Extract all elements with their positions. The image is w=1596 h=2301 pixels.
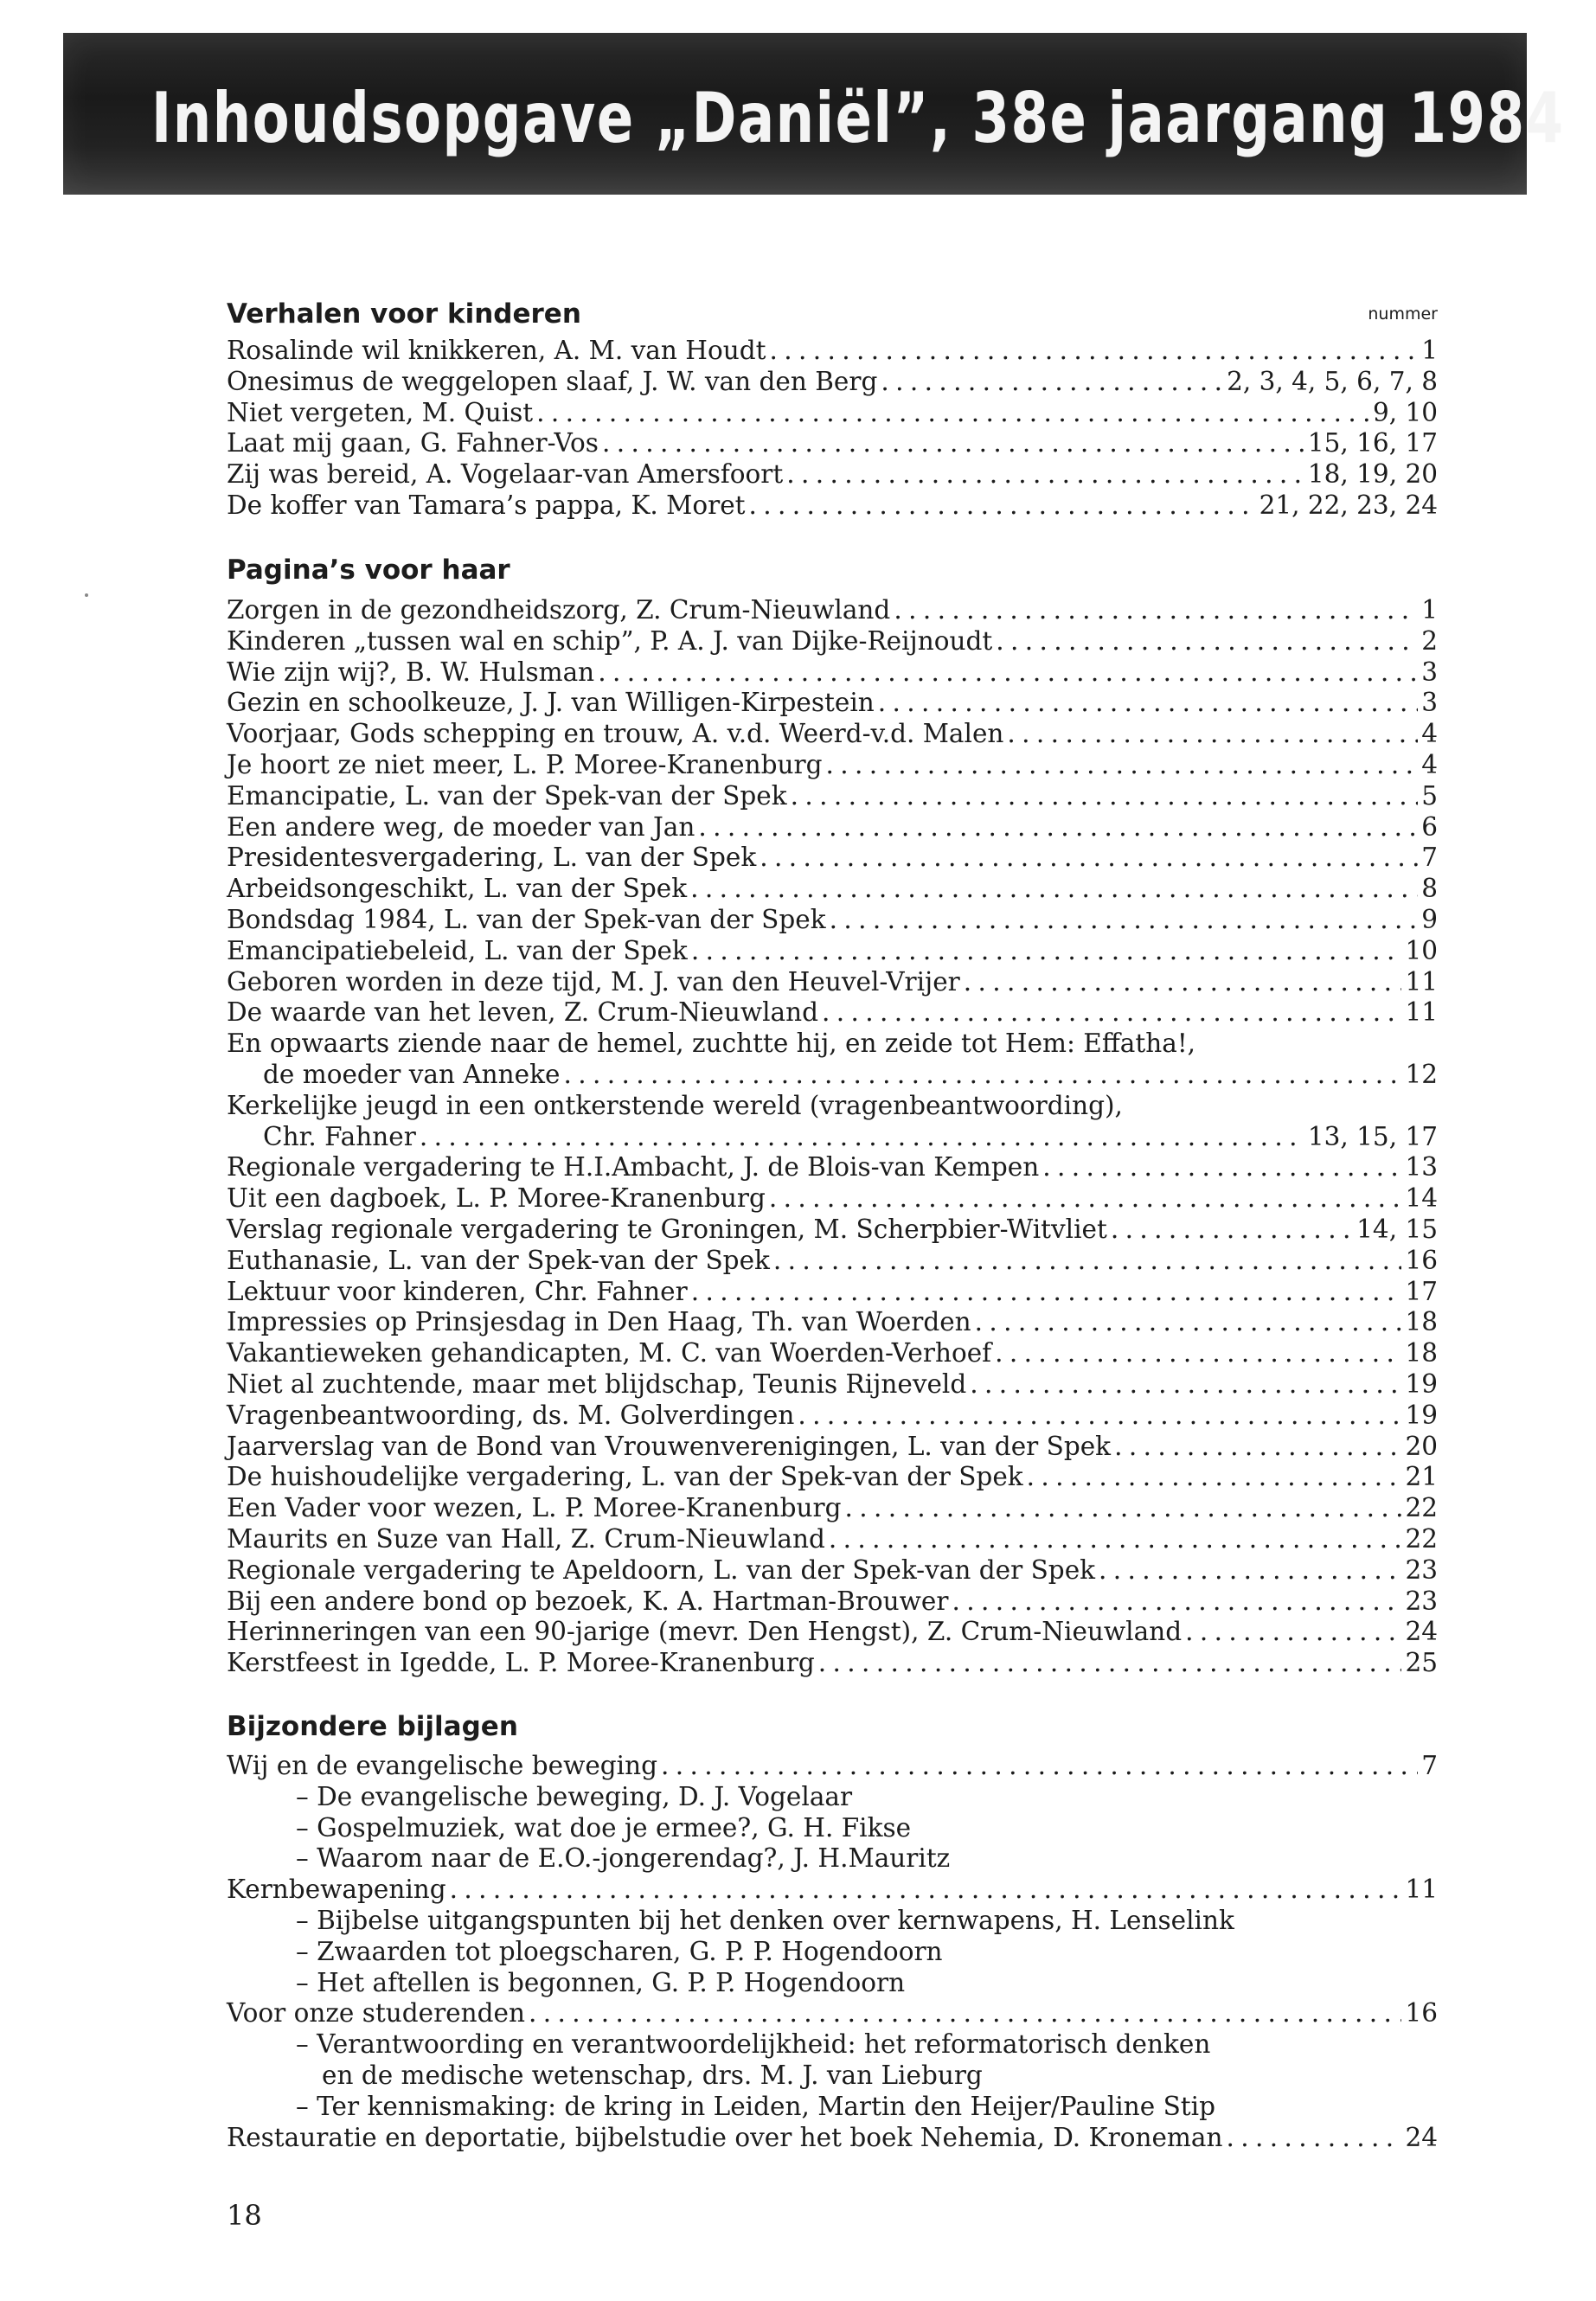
toc-entry-title: Gezin en schoolkeuze, J. J. van Willigen-Kirpestein — [227, 688, 875, 718]
toc-entry-title: Wie zijn wij?, B. W. Hulsman — [227, 657, 595, 687]
dot-leader — [995, 1338, 1401, 1369]
toc-entry — [227, 2092, 1438, 2123]
toc-entry-title: Je hoort ze niet meer, L. P. Moree-Kranenburg — [227, 749, 823, 779]
dot-leader — [791, 781, 1419, 812]
dot-leader — [661, 1751, 1418, 1782]
toc-entry-title: – Zwaarden tot ploegscharen, G. P. P. Hogendoorn — [296, 1936, 943, 1966]
toc-entry-title: Regionale vergadering te H.I.Ambacht, J. de Blois-van Kempen — [227, 1152, 1040, 1183]
toc-entry-issue-number: 22 — [1405, 1523, 1438, 1554]
toc-entry — [227, 2061, 1438, 2092]
dot-leader — [450, 1875, 1402, 1906]
toc-entry — [227, 1617, 1438, 1648]
dot-leader — [1007, 719, 1418, 750]
toc-entry-issue-number: 19 — [1405, 1368, 1438, 1399]
dot-leader — [536, 398, 1369, 429]
section-heading-bijlagen: Bijzondere bijlagen — [227, 1711, 518, 1742]
toc-entry — [227, 459, 1438, 490]
toc-entry-title: – Bijbelse uitgangspunten bij het denken over kernwapens, H. Lenselink — [296, 1905, 1234, 1935]
toc-entry-issue-number: 24 — [1405, 1617, 1438, 1647]
toc-entry — [227, 657, 1438, 689]
toc-entry — [227, 1060, 1438, 1091]
toc-entry — [227, 1813, 1438, 1844]
toc-entry-issue-number: 2 — [1421, 625, 1438, 656]
toc-entry-issue-number: 3 — [1421, 657, 1438, 687]
dot-leader — [749, 490, 1256, 522]
toc-entry-issue-number: 7 — [1421, 1751, 1438, 1780]
toc-entry-title: Emancipatie, L. van der Spek-van der Spek — [227, 780, 787, 811]
toc-entry — [227, 1432, 1438, 1463]
toc-entry-title: Wij en de evangelische beweging — [227, 1751, 657, 1780]
toc-entry-title: Presidentesvergadering, L. van der Spek — [227, 843, 757, 873]
toc-entry-title: en de medische wetenschap, drs. M. J. van Lieburg — [322, 2060, 983, 2090]
toc-entry — [227, 1246, 1438, 1277]
toc-entry — [227, 781, 1438, 812]
dot-leader — [598, 657, 1418, 689]
toc-entry-title: Bondsdag 1984, L. van der Spek-van der Spek — [227, 904, 826, 934]
toc-entry-title: Kernbewapening — [227, 1875, 446, 1905]
toc-entry-title: Impressies op Prinsjesdag in Den Haag, Th. van Woerden — [227, 1307, 971, 1337]
dot-leader — [529, 1998, 1401, 2029]
dot-leader — [690, 874, 1418, 905]
toc-entry-issue-number: 18 — [1405, 1338, 1438, 1368]
toc-entry-title: – Waarom naar de E.O.-jongerendag?, J. H.Mauritz — [296, 1843, 951, 1874]
toc-entry — [227, 905, 1438, 936]
toc-entry — [227, 1751, 1438, 1782]
toc-entry-issue-number: 25 — [1405, 1648, 1438, 1678]
dot-leader — [975, 1307, 1402, 1338]
toc-entry-title: Zorgen in de gezondheidszorg, Z. Crum-Nieuwland — [227, 595, 891, 625]
dot-leader — [1099, 1555, 1401, 1586]
toc-entry-issue-number: 1 — [1421, 595, 1438, 625]
toc-entry-title: Rosalinde wil knikkeren, A. M. van Houdt — [227, 336, 766, 365]
toc-entry-title: Restauratie en deportatie, bijbelstudie over het boek Nehemia, D. Kroneman — [227, 2122, 1223, 2152]
toc-entry — [227, 1648, 1438, 1679]
toc-entry — [227, 336, 1438, 367]
toc-entry — [227, 626, 1438, 657]
toc-entry-issue-number: 22 — [1405, 1493, 1438, 1523]
toc-entry — [227, 1369, 1438, 1400]
dot-leader — [698, 812, 1418, 843]
toc-entry-title: Chr. Fahner — [263, 1121, 416, 1151]
toc-entry-issue-number: 7 — [1421, 843, 1438, 873]
toc-entry — [227, 1462, 1438, 1493]
toc-entry-title: Euthanasie, L. van der Spek-van der Spek — [227, 1245, 770, 1275]
toc-entry-issue-number: 6 — [1421, 811, 1438, 842]
dot-leader — [878, 688, 1418, 719]
toc-entry-title: Een andere weg, de moeder van Jan — [227, 811, 695, 842]
toc-entry — [227, 1555, 1438, 1586]
toc-entry-title: Maurits en Suze van Hall, Z. Crum-Nieuwland — [227, 1523, 825, 1554]
toc-entry — [227, 936, 1438, 967]
dot-leader — [952, 1586, 1401, 1618]
toc-entry-issue-number: 12 — [1405, 1059, 1438, 1089]
toc-entry-issue-number: 18, 19, 20 — [1307, 459, 1438, 490]
dot-leader — [770, 336, 1419, 367]
toc-entry-title: – Gospelmuziek, wat doe je ermee?, G. H. Fikse — [296, 1812, 912, 1843]
toc-entry — [227, 1338, 1438, 1369]
dot-leader — [760, 843, 1418, 874]
dot-leader — [691, 936, 1402, 967]
dot-leader — [798, 1400, 1401, 1432]
toc-entry-issue-number: 23 — [1405, 1554, 1438, 1585]
toc-entry-title: De huishoudelijke vergadering, L. van der Spek-van der Spek — [227, 1462, 1023, 1492]
page-number: 18 — [227, 2199, 262, 2232]
toc-entry-issue-number: 10 — [1405, 935, 1438, 965]
toc-entry-title: Onesimus de weggelopen slaaf, J. W. van den Berg — [227, 366, 878, 396]
toc-entry — [227, 1029, 1438, 1060]
dot-leader — [1114, 1432, 1401, 1463]
column-label-nummer: nummer — [1368, 304, 1438, 324]
toc-entry-title: Laat mij gaan, G. Fahner-Vos — [227, 428, 599, 458]
toc-entry — [227, 1906, 1438, 1937]
toc-entry-issue-number: 5 — [1421, 780, 1438, 811]
toc-entry-title: Emancipatiebeleid, L. van der Spek — [227, 935, 688, 965]
toc-entry — [227, 1968, 1438, 1999]
paper-speck — [85, 593, 88, 597]
dot-leader — [1226, 2123, 1401, 2154]
toc-entry — [227, 1493, 1438, 1524]
toc-entry-issue-number: 11 — [1405, 1875, 1438, 1905]
dot-leader — [1185, 1617, 1401, 1648]
toc-entry-issue-number: 2, 3, 4, 5, 6, 7, 8 — [1227, 366, 1438, 396]
toc-entry — [227, 1937, 1438, 1968]
toc-entry-title: Niet vergeten, M. Quist — [227, 397, 534, 427]
toc-entry-issue-number: 19 — [1405, 1400, 1438, 1430]
toc-entry-issue-number: 14, 15 — [1356, 1214, 1438, 1244]
toc-entry — [227, 1307, 1438, 1338]
toc-entry-title: Zij was bereid, A. Vogelaar-van Amersfoort — [227, 459, 784, 490]
toc-entry-title: – De evangelische beweging, D. J. Vogelaar — [296, 1781, 853, 1811]
dot-leader — [881, 367, 1223, 398]
toc-entry-issue-number: 11 — [1405, 997, 1438, 1028]
dot-leader — [822, 997, 1401, 1029]
toc-entry-title: Voorjaar, Gods schepping en trouw, A. v.d. Weerd-v.d. Malen — [227, 719, 1004, 749]
toc-entry-issue-number: 3 — [1421, 688, 1438, 718]
toc-entry — [227, 398, 1438, 429]
toc-entry-issue-number: 11 — [1405, 966, 1438, 997]
toc-entry-title: Geboren worden in deze tijd, M. J. van den Heuvel-Vrijer — [227, 966, 960, 997]
dot-leader — [786, 459, 1304, 490]
toc-entry-title: Bij een andere bond op bezoek, K. A. Hartman-Brouwer — [227, 1586, 949, 1616]
toc-entry-title: Vakantieweken gehandicapten, M. C. van Woerden-Verhoef — [227, 1338, 992, 1368]
toc-entry-issue-number: 8 — [1421, 874, 1438, 904]
toc-entry-title: Vragenbeantwoording, ds. M. Golverdingen — [227, 1400, 795, 1430]
dot-leader — [1111, 1215, 1353, 1246]
dot-leader — [420, 1122, 1304, 1153]
toc-entry — [227, 1998, 1438, 2029]
toc-entry — [227, 1183, 1438, 1215]
toc-entry-issue-number: 16 — [1405, 1245, 1438, 1275]
toc-entry-issue-number: 13 — [1405, 1152, 1438, 1183]
toc-entry — [227, 997, 1438, 1029]
toc-entry-title: – Het aftellen is begonnen, G. P. P. Hogendoorn — [296, 1967, 906, 1997]
page-title: Inhoudsopgave „Daniël”, 38e jaargang 1984 — [151, 78, 1565, 158]
dot-leader — [602, 428, 1304, 459]
toc-entry — [227, 1843, 1438, 1875]
dot-leader — [769, 1183, 1402, 1215]
toc-entry-title: Verslag regionale vergadering te Groningen, M. Scherpbier-Witvliet — [227, 1214, 1107, 1244]
toc-entry-title: Voor onze studerenden — [227, 1998, 525, 2029]
toc-entry — [227, 812, 1438, 843]
toc-entry — [227, 1215, 1438, 1246]
toc-entry-title: Kerstfeest in Igedde, L. P. Moree-Kranenburg — [227, 1648, 815, 1678]
dot-leader — [773, 1246, 1402, 1277]
toc-entry — [227, 843, 1438, 874]
toc-entry-issue-number: 1 — [1421, 336, 1438, 365]
toc-entry — [227, 1586, 1438, 1618]
toc-list-haar — [227, 595, 1438, 1679]
toc-entry-title: De koffer van Tamara’s pappa, K. Moret — [227, 490, 746, 520]
toc-entry — [227, 874, 1438, 905]
dot-leader — [970, 1369, 1401, 1400]
toc-entry-issue-number: 23 — [1405, 1586, 1438, 1616]
toc-entry — [227, 367, 1438, 398]
toc-entry-issue-number: 21, 22, 23, 24 — [1259, 490, 1438, 520]
toc-entry-title: Kerkelijke jeugd in een ontkerstende wereld (vragenbeantwoording), — [227, 1090, 1123, 1120]
toc-entry-title: Niet al zuchtende, maar met blijdschap, Teunis Rijneveld — [227, 1368, 967, 1399]
toc-entry-title: Herinneringen van een 90-jarige (mevr. Den Hengst), Z. Crum-Nieuwland — [227, 1617, 1183, 1647]
toc-entry-title: Kinderen „tussen wal en schip”, P. A. J. van Dijke-Reijnoudt — [227, 625, 993, 656]
toc-entry-issue-number: 13, 15, 17 — [1307, 1121, 1438, 1151]
dot-leader — [829, 1524, 1402, 1555]
dot-leader — [826, 750, 1419, 781]
toc-entry — [227, 719, 1438, 750]
dot-leader — [844, 1493, 1401, 1524]
dot-leader — [996, 626, 1418, 657]
toc-list-bijlagen — [227, 1751, 1438, 2153]
toc-entry-issue-number: 15, 16, 17 — [1307, 428, 1438, 458]
toc-entry — [227, 2029, 1438, 2061]
toc-entry-title: Een Vader voor wezen, L. P. Moree-Kranenburg — [227, 1493, 842, 1523]
dot-leader — [830, 905, 1419, 936]
toc-entry — [227, 1277, 1438, 1308]
dot-leader — [964, 967, 1402, 998]
toc-entry — [227, 1782, 1438, 1813]
toc-entry-issue-number: 21 — [1405, 1462, 1438, 1492]
toc-entry-issue-number: 16 — [1405, 1998, 1438, 2029]
toc-entry — [227, 1091, 1438, 1122]
toc-entry — [227, 967, 1438, 998]
toc-entry — [227, 490, 1438, 522]
dot-leader — [894, 595, 1418, 626]
toc-entry-title: Arbeidsongeschikt, L. van der Spek — [227, 874, 688, 904]
toc-entry-title: – Verantwoording en verantwoordelijkheid: het reformatorisch denken — [296, 2029, 1211, 2060]
dot-leader — [691, 1277, 1402, 1308]
toc-entry — [227, 595, 1438, 626]
toc-entry-title: Regionale vergadering te Apeldoorn, L. van der Spek-van der Spek — [227, 1554, 1096, 1585]
dot-leader — [1042, 1152, 1401, 1183]
toc-entry — [227, 750, 1438, 781]
toc-entry-issue-number: 9, 10 — [1372, 397, 1438, 427]
toc-entry-issue-number: 18 — [1405, 1307, 1438, 1337]
toc-entry — [227, 428, 1438, 459]
toc-entry-issue-number: 14 — [1405, 1183, 1438, 1214]
toc-entry — [227, 1122, 1438, 1153]
toc-entry — [227, 2123, 1438, 2154]
toc-entry-issue-number: 4 — [1421, 719, 1438, 749]
toc-entry-issue-number: 24 — [1405, 2122, 1438, 2152]
dot-leader — [818, 1648, 1402, 1679]
toc-list-kinderen — [227, 336, 1438, 522]
toc-entry-title: Uit een dagboek, L. P. Moree-Kranenburg — [227, 1183, 766, 1214]
toc-entry-issue-number: 9 — [1421, 904, 1438, 934]
toc-entry-title: En opwaarts ziende naar de hemel, zuchtte hij, en zeide tot Hem: Effatha!, — [227, 1029, 1196, 1059]
toc-entry-issue-number: 17 — [1405, 1276, 1438, 1306]
toc-entry — [227, 688, 1438, 719]
section-heading-haar: Pagina’s voor haar — [227, 554, 510, 586]
toc-entry — [227, 1875, 1438, 1906]
toc-entry-title: De waarde van het leven, Z. Crum-Nieuwland — [227, 997, 819, 1028]
toc-entry — [227, 1400, 1438, 1432]
toc-entry-title: de moeder van Anneke — [263, 1059, 561, 1089]
toc-entry-issue-number: 20 — [1405, 1431, 1438, 1461]
toc-entry — [227, 1524, 1438, 1555]
dot-leader — [563, 1060, 1401, 1091]
toc-entry-issue-number: 4 — [1421, 749, 1438, 779]
section-heading-kinderen: Verhalen voor kinderen — [227, 298, 581, 330]
toc-entry-title: – Ter kennismaking: de kring in Leiden, Martin den Heijer/Pauline Stip — [296, 2091, 1215, 2121]
toc-entry-title: Lektuur voor kinderen, Chr. Fahner — [227, 1276, 688, 1306]
toc-entry — [227, 1152, 1438, 1183]
dot-leader — [1027, 1462, 1402, 1493]
toc-entry-title: Jaarverslag van de Bond van Vrouwenverenigingen, L. van der Spek — [227, 1431, 1112, 1461]
